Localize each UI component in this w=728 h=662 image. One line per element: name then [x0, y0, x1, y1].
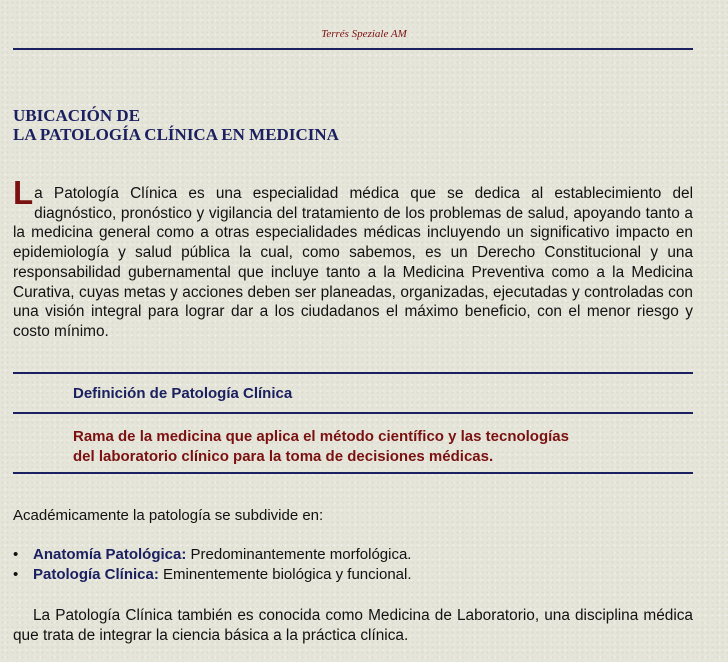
list-item	[13, 545, 412, 565]
bullet-icon: •	[13, 566, 19, 583]
definition-text	[73, 427, 673, 466]
section-title-line-2: LA PATOLOGÍA CLÍNICA EN MEDICINA	[13, 125, 339, 144]
definition-middle-divider	[13, 412, 693, 414]
drop-cap: L	[13, 174, 34, 211]
definition-text-line-2: del laboratorio clínico para la toma de decisiones médicas.	[73, 447, 494, 465]
running-header: Terrés Speziale AM	[321, 28, 407, 40]
section-title	[13, 106, 339, 144]
subdivision-intro: Académicamente la patología se subdivide en:	[13, 507, 324, 524]
closing-paragraph: La Patología Clínica también es conocida como Medicina de Laboratorio, una disciplina médica que trata de integrar la ciencia básica a la práctica clínica.	[13, 607, 693, 644]
header-divider	[13, 48, 693, 50]
definition-text-line-1: Rama de la medicina que aplica el método científico y las tecnologías	[73, 428, 569, 445]
list-item-term: Patología Clínica:	[33, 566, 159, 583]
list-item-description: Predominantemente morfológica.	[186, 546, 412, 563]
subdivision-list	[13, 545, 412, 585]
definition-top-divider	[13, 372, 693, 374]
list-item	[13, 565, 412, 585]
list-item-description: Eminentemente biológica y funcional.	[158, 566, 412, 583]
intro-paragraph	[13, 174, 693, 342]
definition-title: Definición de Patología Clínica	[73, 385, 293, 402]
section-title-line-1: UBICACIÓN DE	[13, 106, 141, 125]
definition-bottom-divider	[13, 472, 693, 474]
intro-paragraph-text: a Patología Clínica es una especialidad médica que se dedica al establecimiento del diagnóstico, pronóstico y vigilancia del tratamiento de los problemas de salud, apoyando tanto a la medicina general como a otras especialidades médicas incluyendo un significativo impacto en epidemiología y salud pública la cual, como sabemos, es un Derecho Constitucional y una responsabilidad gubernamental que incluye tanto a la Medicina Preventiva como a la Medicina Curativa, cuyas metas y acciones deben ser planeadas, organizadas, ejecutadas y controladas con una visión integral para lograr dar a los ciudadanos el máximo beneficio, con el menor riesgo y costo mínimo.	[13, 185, 693, 340]
list-item-term: Anatomía Patológica:	[33, 546, 187, 563]
bullet-icon: •	[13, 546, 19, 563]
